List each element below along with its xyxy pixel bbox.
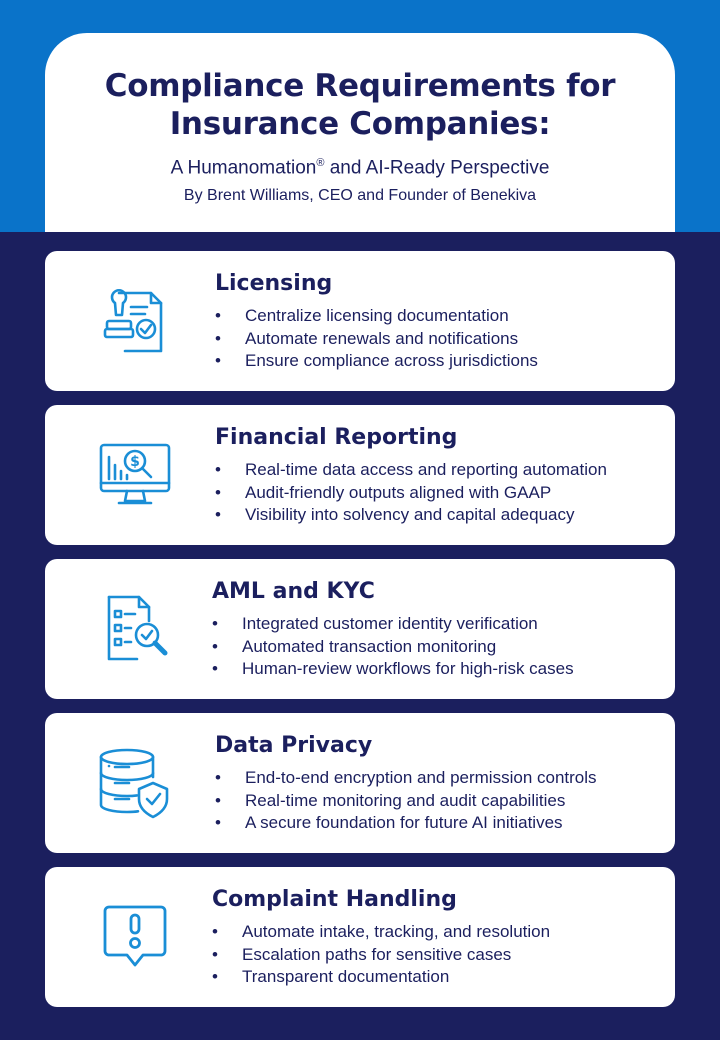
bullet-text: Escalation paths for sensitive cases: [242, 944, 512, 964]
list-item: [215, 305, 538, 328]
bullet-text: Ensure compliance across jurisdictions: [245, 351, 538, 370]
bullet-text: Transparent documentation: [242, 967, 450, 986]
bullet-mark: •: [212, 614, 218, 633]
subtitle-prefix: A Humanomation: [170, 157, 317, 179]
bullet-list: [212, 613, 574, 681]
card-licensing: [45, 251, 675, 391]
bullet-text: Real-time monitoring and audit capabilities: [245, 790, 566, 810]
bullet-mark: •: [215, 460, 221, 479]
card-heading: Licensing: [215, 271, 333, 296]
bullet-text: Human-review workflows for high-risk cases: [242, 659, 574, 678]
bullet-mark: •: [215, 790, 221, 810]
bullet-text: Integrated customer identity verification: [242, 614, 538, 633]
list-item: [215, 504, 607, 527]
title-line-1: Compliance Requirements for: [104, 68, 616, 104]
card-heading: Complaint Handling: [212, 887, 457, 912]
bullet-text: Centralize licensing documentation: [245, 306, 509, 325]
subtitle: [45, 157, 675, 179]
bullet-text: Automate intake, tracking, and resolution: [242, 922, 551, 941]
monitor-dollar-chart-icon: [85, 425, 185, 525]
bullet-mark: •: [215, 351, 221, 370]
card-aml-kyc: [45, 559, 675, 699]
card-heading: AML and KYC: [212, 579, 375, 604]
bullet-text: Automate renewals and notifications: [245, 328, 519, 348]
bullet-mark: •: [215, 328, 221, 348]
card-heading: Data Privacy: [215, 733, 373, 758]
bullet-mark: •: [212, 922, 218, 941]
list-item: [212, 944, 550, 967]
list-item: [215, 350, 538, 373]
bullet-text: A secure foundation for future AI initiatives: [245, 813, 563, 832]
alert-message-icon: [85, 887, 185, 987]
list-item: [215, 767, 597, 790]
card-data-privacy: [45, 713, 675, 853]
title-line-2: Insurance Companies:: [169, 106, 551, 142]
card-financial-reporting: [45, 405, 675, 545]
card-complaint-handling: [45, 867, 675, 1007]
bullet-text: End-to-end encryption and permission controls: [245, 768, 597, 787]
bullet-list: [215, 305, 538, 373]
bullet-text: Visibility into solvency and capital adequacy: [245, 505, 575, 524]
bullet-mark: •: [212, 636, 218, 656]
svg-text:$: $: [130, 454, 140, 470]
bullet-mark: •: [212, 967, 218, 986]
bullet-mark: •: [215, 482, 221, 502]
bullet-mark: •: [212, 944, 218, 964]
license-certificate-icon: [85, 271, 185, 371]
bullet-mark: •: [212, 659, 218, 678]
subtitle-suffix: and AI-Ready Perspective: [324, 157, 550, 179]
byline: By Brent Williams, CEO and Founder of Benekiva: [183, 187, 537, 205]
list-item: [215, 482, 607, 505]
list-item: [212, 966, 550, 989]
header-card: [45, 33, 675, 232]
page-title: [80, 67, 640, 143]
bullet-mark: •: [215, 768, 221, 787]
list-item: [215, 790, 597, 813]
bullet-text: Automated transaction monitoring: [242, 636, 497, 656]
bullet-mark: •: [215, 505, 221, 524]
list-item: [212, 613, 574, 636]
list-item: [212, 636, 574, 659]
bullet-list: [215, 459, 607, 527]
bullet-text: Real-time data access and reporting automation: [245, 460, 607, 479]
document-magnifier-icon: [85, 579, 185, 679]
list-item: [215, 328, 538, 351]
bullet-list: [212, 921, 550, 989]
bullet-list: [215, 767, 597, 835]
database-shield-icon: [85, 733, 185, 833]
bullet-text: Audit-friendly outputs aligned with GAAP: [245, 482, 552, 502]
bullet-mark: •: [215, 813, 221, 832]
registered-mark: ®: [316, 157, 325, 169]
list-item: [215, 812, 597, 835]
list-item: [215, 459, 607, 482]
card-heading: Financial Reporting: [215, 425, 458, 450]
list-item: [212, 921, 550, 944]
list-item: [212, 658, 574, 681]
bullet-mark: •: [215, 306, 221, 325]
